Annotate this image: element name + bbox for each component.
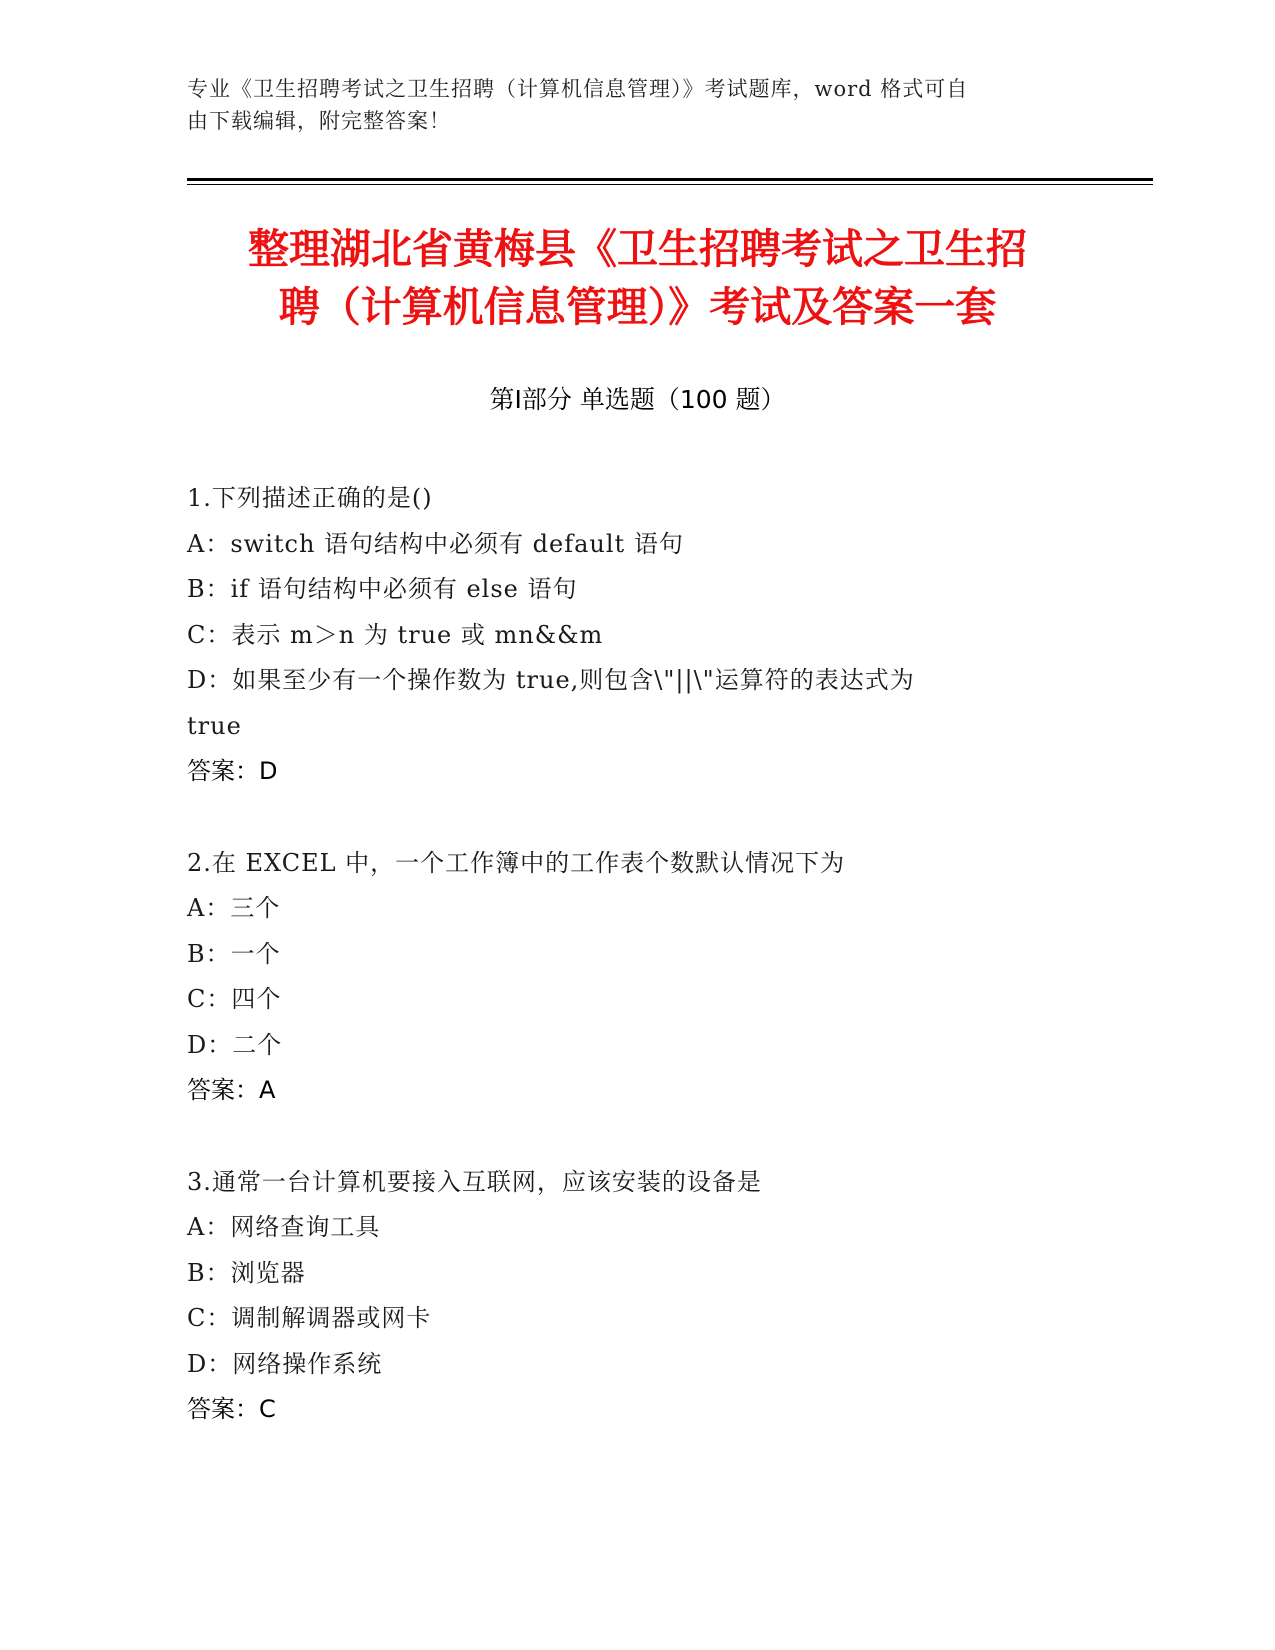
question-stem: 2.在 EXCEL 中，一个工作簿中的工作表个数默认情况下为 bbox=[187, 848, 846, 877]
header-note-line-1: 专业《卫生招聘考试之卫生招聘（计算机信息管理）》考试题库，word 格式可自 bbox=[187, 77, 969, 101]
question-3 bbox=[187, 1160, 1067, 1433]
option-b: B：if 语句结构中必须有 else 语句 bbox=[187, 575, 578, 603]
question-list bbox=[187, 476, 1067, 1479]
option-d: D：二个 bbox=[187, 1030, 283, 1059]
option-d: D：如果至少有一个操作数为 true,则包含\"||\"运算符的表达式为 bbox=[187, 666, 915, 694]
option-c: C：调制解调器或网卡 bbox=[187, 1304, 432, 1332]
document-title-line-1: 整理湖北省黄梅县《卫生招聘考试之卫生招 bbox=[248, 225, 1027, 273]
answer-label: 答案：C bbox=[187, 1395, 276, 1423]
option-b: B：一个 bbox=[187, 939, 281, 968]
option-a: A：switch 语句结构中必须有 default 语句 bbox=[187, 529, 684, 558]
option-d-continued: true bbox=[187, 711, 242, 740]
answer-label: 答案：D bbox=[187, 757, 278, 785]
question-stem: 1.下列描述正确的是() bbox=[187, 484, 433, 512]
document-title bbox=[150, 220, 1125, 336]
question-1 bbox=[187, 476, 1067, 795]
document-title-line-2: 聘（计算机信息管理）》考试及答案一套 bbox=[278, 283, 997, 331]
section-heading: 第Ⅰ部分 单选题（100 题） bbox=[489, 385, 786, 414]
option-b: B：浏览器 bbox=[187, 1258, 306, 1287]
option-a: A：三个 bbox=[187, 894, 281, 922]
answer-label: 答案：A bbox=[187, 1076, 276, 1104]
header-note bbox=[187, 73, 1067, 137]
option-a: A：网络查询工具 bbox=[187, 1213, 381, 1241]
question-stem: 3.通常一台计算机要接入互联网，应该安装的设备是 bbox=[187, 1167, 762, 1196]
option-c: C：四个 bbox=[187, 985, 282, 1013]
header-divider-thin bbox=[187, 184, 1153, 185]
option-d: D：网络操作系统 bbox=[187, 1349, 383, 1378]
header-note-line-2: 由下载编辑，附完整答案！ bbox=[187, 109, 451, 133]
question-2 bbox=[187, 841, 1067, 1114]
header-divider-thick bbox=[187, 178, 1153, 181]
option-c: C：表示 m＞n 为 true 或 mn&&m bbox=[187, 620, 604, 649]
